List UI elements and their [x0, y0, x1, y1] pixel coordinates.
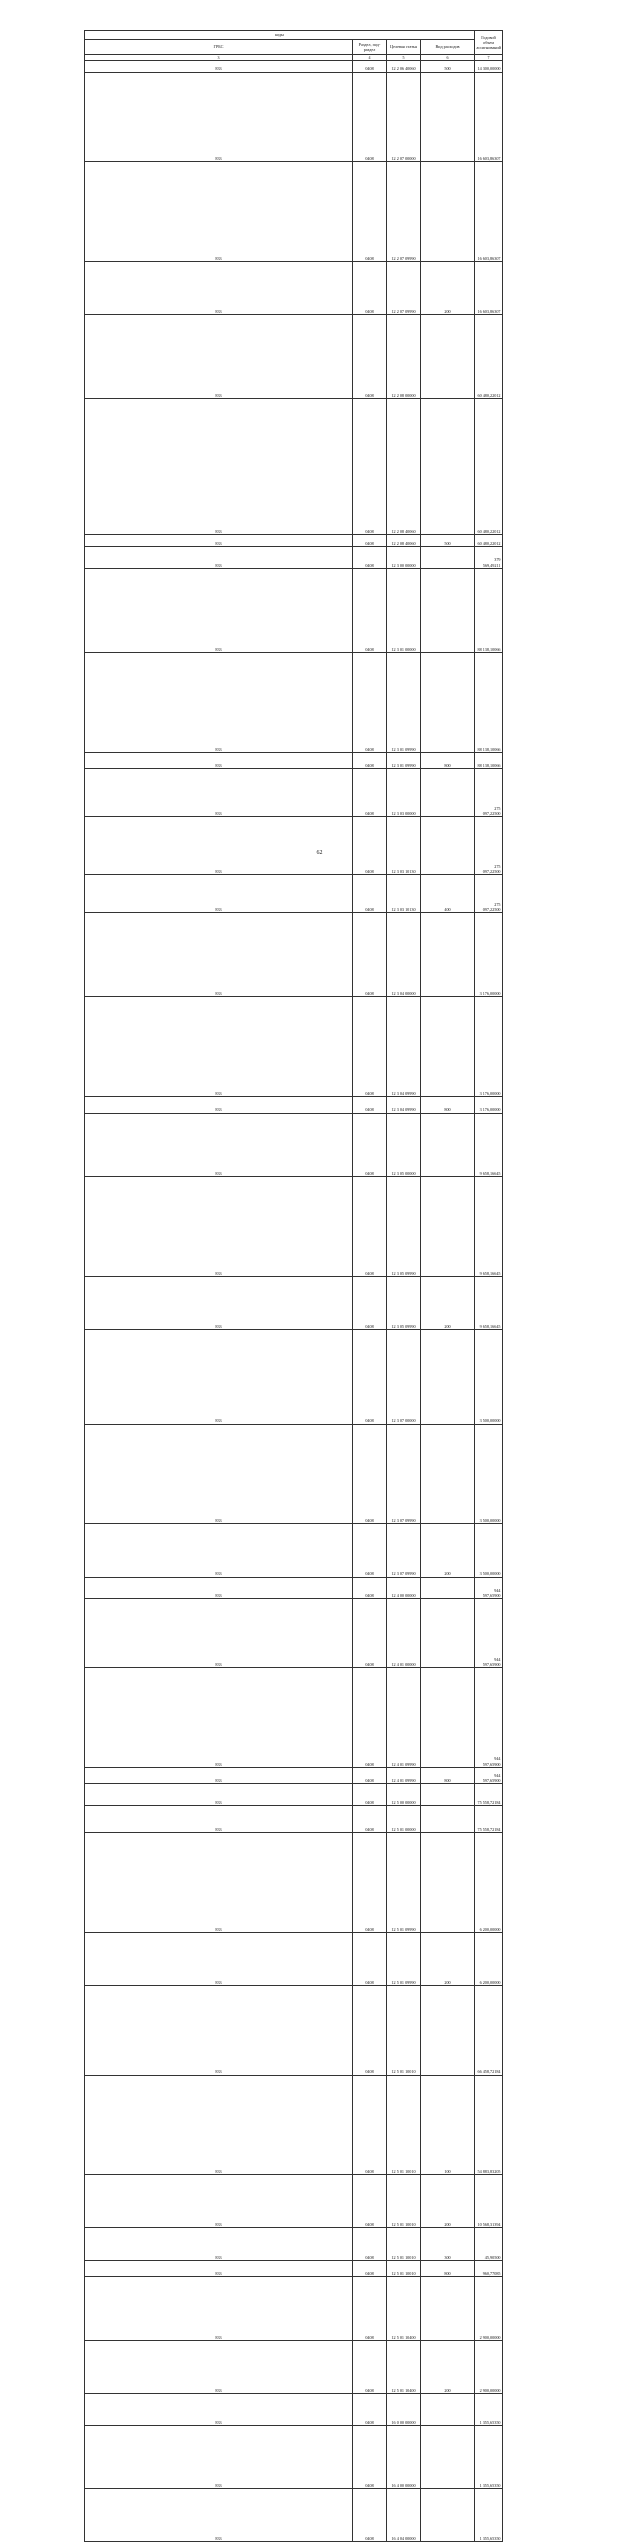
row-expense-type-cell	[421, 72, 475, 161]
row-expense-type-cell	[421, 912, 475, 996]
row-section-cell: 0408	[353, 1784, 387, 1806]
row-expense-type-cell: 200	[421, 2175, 475, 2228]
row-section-cell: 0408	[353, 1276, 387, 1329]
header-target-article: Целевая статья	[387, 40, 421, 55]
row-target-article-cell: 12 5 01 10400	[387, 2340, 421, 2393]
row-amount-cell: 75 558,72184	[475, 1784, 503, 1806]
row-amount-cell: 88 138,10066	[475, 568, 503, 652]
row-target-article-cell: 12 3 01 09990	[387, 652, 421, 752]
header-section: Раздел, под-раздел	[353, 40, 387, 55]
row-grbs-cell: 833	[85, 1599, 353, 1668]
row-section-cell: 0408	[353, 2075, 387, 2175]
row-target-article-cell: 12 3 07 09990	[387, 1424, 421, 1524]
row-target-article-cell: 12 5 01 09990	[387, 1933, 421, 1986]
row-expense-type-cell	[421, 2426, 475, 2489]
row-target-article-cell: 12 4 01 00000	[387, 1599, 421, 1668]
row-section-cell: 0408	[353, 1667, 387, 1767]
row-section-cell: 0408	[353, 769, 387, 817]
row-grbs-cell: 833	[85, 61, 353, 72]
table-row	[85, 535, 585, 546]
table-row	[85, 1784, 585, 1806]
row-amount-cell: 2 900,00000	[475, 2277, 503, 2340]
row-section-cell: 0408	[353, 2340, 387, 2393]
row-target-article-cell: 12 3 07 00000	[387, 1329, 421, 1424]
row-expense-type-cell: 300	[421, 2228, 475, 2260]
table-row	[85, 817, 585, 875]
row-section-cell: 0408	[353, 2260, 387, 2277]
row-expense-type-cell	[421, 399, 475, 535]
row-section-cell: 0408	[353, 568, 387, 652]
row-amount-cell: 944 597,65900	[475, 1667, 503, 1767]
row-expense-type-cell	[421, 314, 475, 398]
row-expense-type-cell: 800	[421, 1097, 475, 1114]
table-row	[85, 2228, 585, 2260]
row-target-article-cell: 12 2 07 09990	[387, 162, 421, 262]
row-amount-cell: 3 500,00000	[475, 1524, 503, 1577]
row-grbs-cell: 833	[85, 535, 353, 546]
row-grbs-cell: 833	[85, 1113, 353, 1176]
row-grbs-cell: 833	[85, 997, 353, 1097]
row-section-cell: 0408	[353, 817, 387, 875]
table-row	[85, 546, 585, 568]
table-row	[85, 568, 585, 652]
row-target-article-cell: 12 5 01 00000	[387, 1806, 421, 1833]
table-row	[85, 2393, 585, 2425]
row-target-article-cell: 12 3 01 00000	[387, 568, 421, 652]
row-grbs-cell: 833	[85, 546, 353, 568]
row-expense-type-cell: 100	[421, 2075, 475, 2175]
row-expense-type-cell: 400	[421, 875, 475, 912]
row-grbs-cell: 833	[85, 1784, 353, 1806]
row-grbs-cell: 833	[85, 2426, 353, 2489]
row-grbs-cell: 833	[85, 72, 353, 161]
table-body	[85, 61, 585, 2542]
row-grbs-cell: 833	[85, 2175, 353, 2228]
row-section-cell: 0408	[353, 1113, 387, 1176]
row-target-article-cell: 12 3 03 10130	[387, 817, 421, 875]
table-row	[85, 314, 585, 398]
row-expense-type-cell	[421, 568, 475, 652]
row-amount-cell: 2 900,00000	[475, 2340, 503, 2393]
row-grbs-cell: 833	[85, 1933, 353, 1986]
table-row	[85, 1986, 585, 2075]
row-grbs-cell: 833	[85, 2340, 353, 2393]
row-grbs-cell: 833	[85, 752, 353, 769]
table-row	[85, 1806, 585, 1833]
table-row	[85, 72, 585, 161]
row-expense-type-cell	[421, 1599, 475, 1668]
row-expense-type-cell: 200	[421, 2340, 475, 2393]
row-section-cell: 0408	[353, 1986, 387, 2075]
row-amount-cell: 54 883,83205	[475, 2075, 503, 2175]
row-section-cell: 0408	[353, 2175, 387, 2228]
row-target-article-cell: 12 3 03 10130	[387, 875, 421, 912]
row-expense-type-cell: 800	[421, 1767, 475, 1784]
row-amount-cell: 75 558,72184	[475, 1806, 503, 1833]
row-grbs-cell: 833	[85, 399, 353, 535]
page-number: 62	[316, 850, 323, 856]
row-section-cell: 0408	[353, 997, 387, 1097]
row-section-cell: 0408	[353, 1097, 387, 1114]
table-row	[85, 1113, 585, 1176]
row-amount-cell: 66 458,72184	[475, 1986, 503, 2075]
row-amount-cell: 379 569,49211	[475, 546, 503, 568]
col-number-7: 7	[475, 55, 503, 61]
row-grbs-cell: 833	[85, 2228, 353, 2260]
row-expense-type-cell	[421, 1784, 475, 1806]
row-amount-cell: 60 480,22012	[475, 535, 503, 546]
row-section-cell: 0408	[353, 1524, 387, 1577]
row-section-cell: 0408	[353, 1424, 387, 1524]
row-target-article-cell: 12 3 03 00000	[387, 769, 421, 817]
row-expense-type-cell	[421, 817, 475, 875]
row-grbs-cell: 833	[85, 1524, 353, 1577]
row-expense-type-cell	[421, 769, 475, 817]
row-target-article-cell: 16 4 00 00000	[387, 2426, 421, 2489]
row-grbs-cell: 833	[85, 1806, 353, 1833]
row-grbs-cell: 833	[85, 2075, 353, 2175]
row-amount-cell: 3 176,00000	[475, 997, 503, 1097]
row-amount-cell: 3 500,00000	[475, 1424, 503, 1524]
row-target-article-cell: 12 3 05 09990	[387, 1177, 421, 1277]
row-expense-type-cell: 800	[421, 752, 475, 769]
row-grbs-cell: 833	[85, 1329, 353, 1424]
col-number-4: 4	[353, 55, 387, 61]
row-target-article-cell: 12 3 04 09990	[387, 997, 421, 1097]
row-target-article-cell: 12 4 00 00000	[387, 1577, 421, 1599]
row-section-cell: 0408	[353, 535, 387, 546]
row-expense-type-cell	[421, 2393, 475, 2425]
row-target-article-cell: 12 2 07 00000	[387, 72, 421, 161]
row-target-article-cell: 12 3 00 00000	[387, 546, 421, 568]
row-grbs-cell: 833	[85, 261, 353, 314]
row-grbs-cell: 833	[85, 817, 353, 875]
row-grbs-cell: 833	[85, 1667, 353, 1767]
table-row	[85, 2340, 585, 2393]
row-section-cell: 0408	[353, 2228, 387, 2260]
row-section-cell: 0408	[353, 1806, 387, 1833]
table-row	[85, 652, 585, 752]
row-grbs-cell: 833	[85, 162, 353, 262]
row-amount-cell: 45,90500	[475, 2228, 503, 2260]
table-row	[85, 399, 585, 535]
row-expense-type-cell	[421, 1667, 475, 1767]
row-amount-cell: 944 597,65900	[475, 1767, 503, 1784]
row-expense-type-cell	[421, 546, 475, 568]
row-amount-cell: 275 097,22500	[475, 875, 503, 912]
row-grbs-cell: 833	[85, 314, 353, 398]
row-section-cell: 0408	[353, 162, 387, 262]
row-expense-type-cell: 500	[421, 61, 475, 72]
row-amount-cell: 60 480,22012	[475, 399, 503, 535]
row-section-cell: 0408	[353, 1767, 387, 1784]
table-row	[85, 2277, 585, 2340]
table-row	[85, 162, 585, 262]
row-amount-cell: 1 355,65350	[475, 2426, 503, 2489]
table-row	[85, 2175, 585, 2228]
row-section-cell: 0408	[353, 399, 387, 535]
row-grbs-cell: 833	[85, 875, 353, 912]
row-expense-type-cell	[421, 2489, 475, 2542]
row-grbs-cell: 833	[85, 1577, 353, 1599]
row-section-cell: 0408	[353, 2489, 387, 2542]
row-amount-cell: 9 658,16645	[475, 1177, 503, 1277]
row-section-cell: 0408	[353, 2277, 387, 2340]
row-amount-cell: 3 176,00000	[475, 1097, 503, 1114]
row-target-article-cell: 12 3 07 09990	[387, 1524, 421, 1577]
row-amount-cell: 10 568,31394	[475, 2175, 503, 2228]
row-section-cell: 0408	[353, 1833, 387, 1933]
row-amount-cell: 16 603,86307	[475, 162, 503, 262]
row-grbs-cell: 833	[85, 2277, 353, 2340]
table-row	[85, 875, 585, 912]
row-target-article-cell: 12 3 01 09990	[387, 752, 421, 769]
row-target-article-cell: 12 5 01 10010	[387, 2175, 421, 2228]
row-expense-type-cell: 200	[421, 1933, 475, 1986]
row-section-cell: 0408	[353, 1599, 387, 1668]
row-section-cell: 0408	[353, 1177, 387, 1277]
row-amount-cell: 944 597,65900	[475, 1577, 503, 1599]
row-amount-cell: 88 138,10066	[475, 752, 503, 769]
row-target-article-cell: 12 2 06 40060	[387, 61, 421, 72]
row-section-cell: 0408	[353, 752, 387, 769]
row-section-cell: 0408	[353, 2426, 387, 2489]
row-target-article-cell: 12 3 04 09990	[387, 1097, 421, 1114]
row-expense-type-cell	[421, 1424, 475, 1524]
row-section-cell: 0408	[353, 2393, 387, 2425]
row-expense-type-cell: 500	[421, 535, 475, 546]
row-target-article-cell: 12 5 01 09990	[387, 1833, 421, 1933]
row-target-article-cell: 12 2 07 09990	[387, 261, 421, 314]
table-row	[85, 1933, 585, 1986]
row-expense-type-cell: 200	[421, 261, 475, 314]
row-target-article-cell: 12 3 05 09990	[387, 1276, 421, 1329]
row-section-cell: 0408	[353, 314, 387, 398]
row-grbs-cell: 833	[85, 2489, 353, 2542]
row-amount-cell: 3 500,00000	[475, 1329, 503, 1424]
row-amount-cell: 60 480,22012	[475, 314, 503, 398]
row-target-article-cell: 16 0 00 00000	[387, 2393, 421, 2425]
table-row	[85, 2075, 585, 2175]
row-target-article-cell: 12 3 04 00000	[387, 912, 421, 996]
row-target-article-cell: 12 2 08 40060	[387, 535, 421, 546]
table-row	[85, 1524, 585, 1577]
row-grbs-cell: 833	[85, 652, 353, 752]
row-grbs-cell: 833	[85, 1097, 353, 1114]
row-amount-cell: 944 597,65900	[475, 1599, 503, 1668]
row-expense-type-cell	[421, 1113, 475, 1176]
header-annual-volume: Годовой объем ассигнований	[475, 31, 503, 55]
table-row	[85, 1599, 585, 1668]
table-row	[85, 1767, 585, 1784]
row-expense-type-cell	[421, 1986, 475, 2075]
row-section-cell: 0408	[353, 546, 387, 568]
row-grbs-cell: 833	[85, 1767, 353, 1784]
header-grbs: ГРБС	[85, 40, 353, 55]
row-grbs-cell: 833	[85, 568, 353, 652]
row-amount-cell: 3 176,00000	[475, 912, 503, 996]
row-grbs-cell: 833	[85, 2393, 353, 2425]
row-expense-type-cell	[421, 1833, 475, 1933]
table-row	[85, 1097, 585, 1114]
row-amount-cell: 9 658,16645	[475, 1113, 503, 1176]
col-number-6: 6	[421, 55, 475, 61]
table-row	[85, 1577, 585, 1599]
header-codes: коды	[85, 31, 475, 40]
row-section-cell: 0408	[353, 72, 387, 161]
budget-table	[84, 30, 585, 2542]
row-amount-cell: 275 097,22500	[475, 769, 503, 817]
row-section-cell: 0408	[353, 261, 387, 314]
row-expense-type-cell	[421, 652, 475, 752]
table-row	[85, 1667, 585, 1767]
row-expense-type-cell: 800	[421, 2260, 475, 2277]
row-amount-cell: 9 658,16645	[475, 1276, 503, 1329]
col-number-5: 5	[387, 55, 421, 61]
row-grbs-cell: 833	[85, 1986, 353, 2075]
row-section-cell: 0408	[353, 912, 387, 996]
row-target-article-cell: 12 2 08 00000	[387, 314, 421, 398]
row-amount-cell: 6 200,00000	[475, 1833, 503, 1933]
table-row	[85, 769, 585, 817]
header-expense-type: Вид расходов	[421, 40, 475, 55]
row-target-article-cell: 12 2 08 40060	[387, 399, 421, 535]
table-row	[85, 1833, 585, 1933]
table-row	[85, 997, 585, 1097]
row-amount-cell: 275 097,22500	[475, 817, 503, 875]
table-row	[85, 2426, 585, 2489]
row-amount-cell: 16 603,86307	[475, 72, 503, 161]
table-row	[85, 61, 585, 72]
table-row	[85, 1329, 585, 1424]
row-target-article-cell: 12 5 01 10010	[387, 1986, 421, 2075]
row-amount-cell: 16 603,86307	[475, 261, 503, 314]
row-target-article-cell: 12 4 01 09990	[387, 1667, 421, 1767]
row-expense-type-cell	[421, 1806, 475, 1833]
table-row	[85, 752, 585, 769]
row-section-cell: 0408	[353, 875, 387, 912]
row-grbs-cell: 833	[85, 912, 353, 996]
row-target-article-cell: 12 5 01 10010	[387, 2260, 421, 2277]
row-target-article-cell: 12 5 01 10010	[387, 2075, 421, 2175]
table-row	[85, 1276, 585, 1329]
table-row	[85, 1177, 585, 1277]
row-target-article-cell: 12 4 01 09990	[387, 1767, 421, 1784]
row-expense-type-cell	[421, 1577, 475, 1599]
row-section-cell: 0408	[353, 1577, 387, 1599]
row-section-cell: 0408	[353, 652, 387, 752]
row-grbs-cell: 833	[85, 2260, 353, 2277]
table-row	[85, 912, 585, 996]
row-target-article-cell: 12 5 01 10010	[387, 2228, 421, 2260]
row-target-article-cell: 12 5 01 10400	[387, 2277, 421, 2340]
table-row	[85, 1424, 585, 1524]
row-expense-type-cell	[421, 1177, 475, 1277]
budget-table-sheet	[84, 30, 584, 2542]
row-amount-cell: 1 355,65350	[475, 2393, 503, 2425]
row-expense-type-cell	[421, 997, 475, 1097]
row-grbs-cell: 833	[85, 1276, 353, 1329]
row-grbs-cell: 833	[85, 1833, 353, 1933]
row-section-cell: 0408	[353, 1329, 387, 1424]
table-row	[85, 2489, 585, 2542]
row-expense-type-cell	[421, 2277, 475, 2340]
col-number-3: 3	[85, 55, 353, 61]
row-target-article-cell: 12 3 05 00000	[387, 1113, 421, 1176]
row-expense-type-cell	[421, 1329, 475, 1424]
row-expense-type-cell: 200	[421, 1276, 475, 1329]
row-amount-cell: 88 138,10066	[475, 652, 503, 752]
row-section-cell: 0408	[353, 61, 387, 72]
row-amount-cell: 14 300,00000	[475, 61, 503, 72]
row-expense-type-cell	[421, 162, 475, 262]
row-grbs-cell: 833	[85, 1424, 353, 1524]
row-grbs-cell: 833	[85, 1177, 353, 1277]
row-grbs-cell: 833	[85, 769, 353, 817]
row-expense-type-cell: 200	[421, 1524, 475, 1577]
table-row	[85, 261, 585, 314]
row-amount-cell: 6 200,00000	[475, 1933, 503, 1986]
row-section-cell: 0408	[353, 1933, 387, 1986]
row-target-article-cell: 16 4 04 00000	[387, 2489, 421, 2542]
row-target-article-cell: 12 5 00 00000	[387, 1784, 421, 1806]
row-amount-cell: 960,77085	[475, 2260, 503, 2277]
table-row	[85, 2260, 585, 2277]
row-amount-cell: 1 355,65350	[475, 2489, 503, 2542]
